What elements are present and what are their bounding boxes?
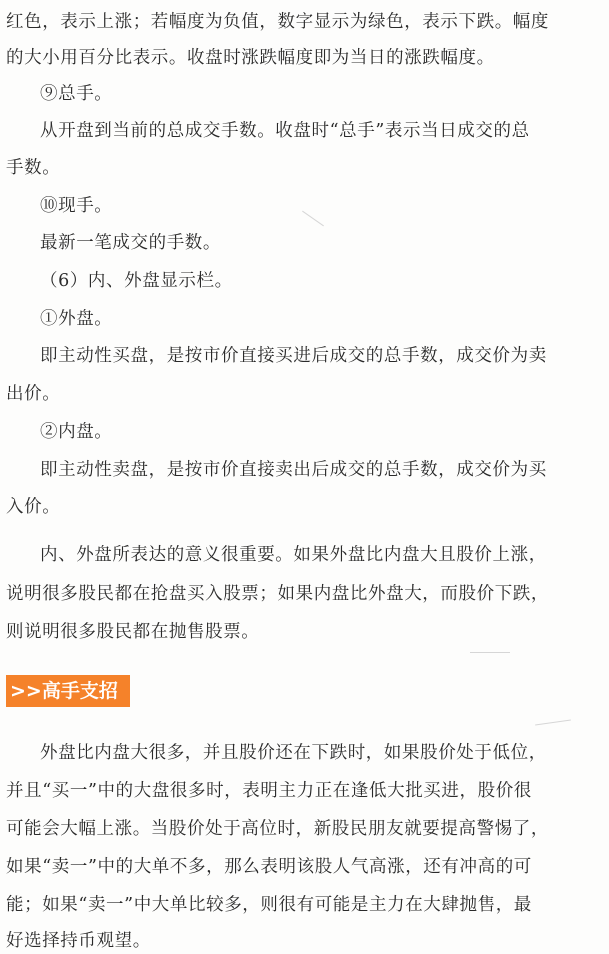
- text-line: 入价。: [6, 497, 61, 517]
- tip-text-line: 并且“买一”中的大盘很多时，表明主力正在逢低大批买进，股价很: [6, 781, 532, 801]
- text-line: 手数。: [6, 158, 61, 178]
- text-line: 即主动性卖盘，是按市价直接卖出后成交的总手数，成交价为买: [40, 460, 547, 480]
- scan-artifact: [302, 211, 324, 227]
- item-heading-current-volume: ⑩现手。: [40, 196, 113, 216]
- tip-box-label: >>高手支招: [6, 675, 130, 707]
- tip-text-line: 好选择持币观望。: [6, 931, 151, 951]
- text-line: 出价。: [6, 384, 61, 404]
- text-line: 最新一笔成交的手数。: [40, 233, 221, 253]
- scan-artifact: [470, 652, 510, 653]
- scan-artifact: [535, 719, 571, 725]
- text-line: 从开盘到当前的总成交手数。收盘时“总手”表示当日成交的总: [40, 121, 530, 141]
- item-heading-total-volume: ⑨总手。: [40, 84, 113, 104]
- text-line: 的大小用百分比表示。收盘时涨跌幅度即为当日的涨跌幅度。: [6, 48, 495, 68]
- tip-text-line: 能；如果“卖一”中大单比较多，则很有可能是主力在大肆抛售，最: [6, 895, 532, 915]
- tip-text-line: 可能会大幅上涨。当股价处于高位时，新股民朋友就要提高警惕了，: [6, 819, 549, 839]
- item-heading-outer: ①外盘。: [40, 309, 113, 329]
- text-line: 红色，表示上涨；若幅度为负值，数字显示为绿色，表示下跌。幅度: [6, 12, 549, 32]
- item-heading-inner: ②内盘。: [40, 422, 113, 442]
- tip-text-line: 外盘比内盘大很多，并且股价还在下跌时，如果股价处于低位，: [40, 743, 547, 763]
- section-heading-inner-outer: （6）内、外盘显示栏。: [40, 271, 233, 291]
- tip-text-line: 如果“卖一”中的大单不多，那么表明该股人气高涨，还有冲高的可: [6, 857, 532, 877]
- text-line: 说明很多股民都在抢盘买入股票；如果内盘比外盘大，而股价下跌，: [6, 584, 549, 604]
- text-line: 内、外盘所表达的意义很重要。如果外盘比内盘大且股价上涨，: [40, 545, 547, 565]
- text-line: 即主动性买盘，是按市价直接买进后成交的总手数，成交价为卖: [40, 346, 547, 366]
- text-line: 则说明很多股民都在抛售股票。: [6, 622, 260, 642]
